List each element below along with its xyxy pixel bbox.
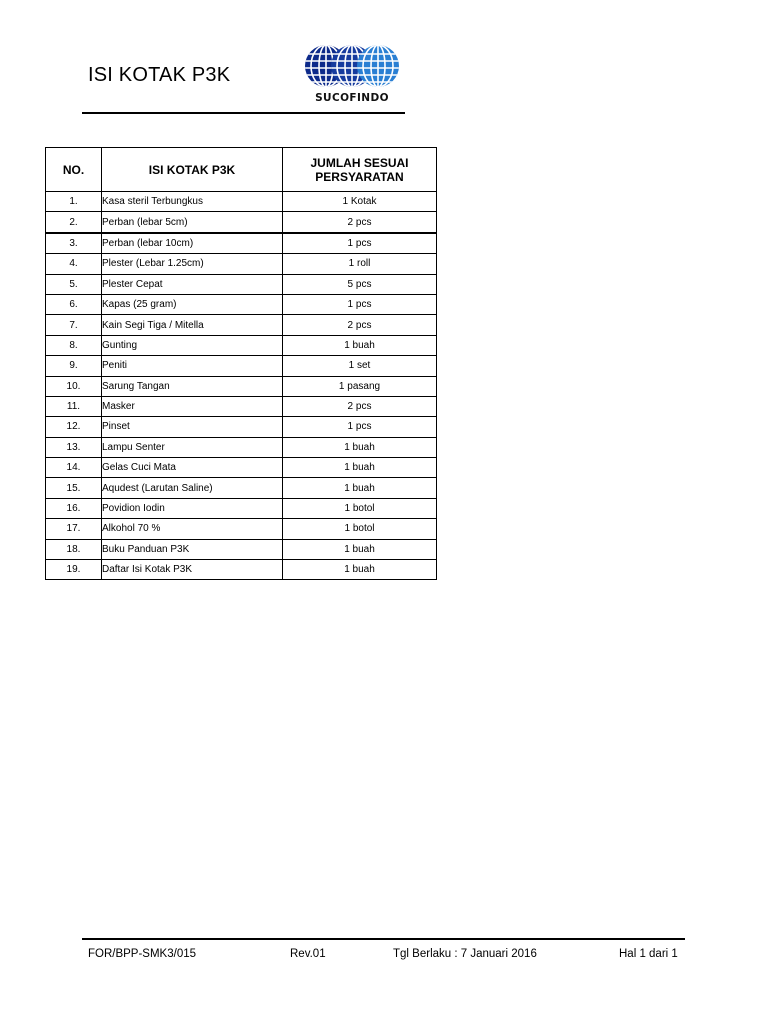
quantity-cell: 2 pcs <box>283 315 437 335</box>
table-row <box>46 254 437 274</box>
column-header-no: NO. <box>46 148 102 192</box>
form-code: FOR/BPP-SMK3/015 <box>88 948 197 960</box>
item-name-cell: Alkohol 70 % <box>102 519 283 539</box>
table-row <box>46 335 437 355</box>
row-number-cell: 4. <box>46 254 102 274</box>
globe-logo-icon <box>304 44 400 92</box>
quantity-cell: 1 buah <box>283 437 437 457</box>
row-number-cell: 2. <box>46 212 102 233</box>
row-number-cell: 15. <box>46 478 102 498</box>
table-row <box>46 519 437 539</box>
item-name-cell: Gunting <box>102 335 283 355</box>
row-number-cell: 9. <box>46 356 102 376</box>
table-row <box>46 560 437 580</box>
item-name-cell: Buku Panduan P3K <box>102 539 283 559</box>
table-row <box>46 396 437 416</box>
revision-number: Rev.01 <box>290 948 326 960</box>
row-number-cell: 12. <box>46 417 102 437</box>
table-row <box>46 458 437 478</box>
row-number-cell: 17. <box>46 519 102 539</box>
item-name-cell: Kapas (25 gram) <box>102 294 283 314</box>
item-name-cell: Kain Segi Tiga / Mitella <box>102 315 283 335</box>
table-row <box>46 315 437 335</box>
item-name-cell: Daftar Isi Kotak P3K <box>102 560 283 580</box>
table-row <box>46 274 437 294</box>
quantity-cell: 1 pasang <box>283 376 437 396</box>
row-number-cell: 13. <box>46 437 102 457</box>
table-row <box>46 212 437 233</box>
quantity-cell: 1 pcs <box>283 233 437 254</box>
table-row <box>46 376 437 396</box>
item-name-cell: Perban (lebar 5cm) <box>102 212 283 233</box>
quantity-cell: 1 buah <box>283 539 437 559</box>
row-number-cell: 5. <box>46 274 102 294</box>
row-number-cell: 18. <box>46 539 102 559</box>
document-title: ISI KOTAK P3K <box>88 64 231 86</box>
row-number-cell: 16. <box>46 498 102 518</box>
item-name-cell: Povidion Iodin <box>102 498 283 518</box>
table-row <box>46 478 437 498</box>
column-header-quantity-line1: JUMLAH SESUAI <box>310 155 409 170</box>
logo-wordmark: SUCOFINDO <box>315 92 389 104</box>
table-row <box>46 417 437 437</box>
table-row <box>46 539 437 559</box>
header-divider <box>82 112 405 114</box>
quantity-cell: 1 buah <box>283 335 437 355</box>
first-aid-contents-table <box>45 147 437 580</box>
item-name-cell: Plester (Lebar 1.25cm) <box>102 254 283 274</box>
item-name-cell: Plester Cepat <box>102 274 283 294</box>
quantity-cell: 1 buah <box>283 458 437 478</box>
quantity-cell: 1 Kotak <box>283 192 437 212</box>
table-row <box>46 437 437 457</box>
footer-divider <box>82 938 685 940</box>
item-name-cell: Perban (lebar 10cm) <box>102 233 283 254</box>
item-name-cell: Lampu Senter <box>102 437 283 457</box>
quantity-cell: 1 roll <box>283 254 437 274</box>
item-name-cell: Masker <box>102 396 283 416</box>
row-number-cell: 8. <box>46 335 102 355</box>
quantity-cell: 1 set <box>283 356 437 376</box>
row-number-cell: 1. <box>46 192 102 212</box>
quantity-cell: 1 buah <box>283 560 437 580</box>
item-name-cell: Peniti <box>102 356 283 376</box>
row-number-cell: 19. <box>46 560 102 580</box>
table-body <box>46 192 437 580</box>
quantity-cell: 1 botol <box>283 519 437 539</box>
quantity-cell: 1 buah <box>283 478 437 498</box>
row-number-cell: 3. <box>46 233 102 254</box>
column-header-quantity <box>283 148 437 192</box>
quantity-cell: 1 botol <box>283 498 437 518</box>
table-row <box>46 192 437 212</box>
page-number: Hal 1 dari 1 <box>619 948 678 960</box>
item-name-cell: Aqudest (Larutan Saline) <box>102 478 283 498</box>
quantity-cell: 5 pcs <box>283 274 437 294</box>
table-row <box>46 498 437 518</box>
item-name-cell: Gelas Cuci Mata <box>102 458 283 478</box>
item-name-cell: Pinset <box>102 417 283 437</box>
quantity-cell: 1 pcs <box>283 294 437 314</box>
table-row <box>46 294 437 314</box>
row-number-cell: 14. <box>46 458 102 478</box>
quantity-cell: 2 pcs <box>283 396 437 416</box>
column-header-quantity-line2: PERSYARATAN <box>315 169 404 184</box>
row-number-cell: 6. <box>46 294 102 314</box>
sucofindo-logo <box>304 44 400 104</box>
table-row <box>46 356 437 376</box>
quantity-cell: 2 pcs <box>283 212 437 233</box>
effective-date: Tgl Berlaku : 7 Januari 2016 <box>393 948 537 960</box>
item-name-cell: Sarung Tangan <box>102 376 283 396</box>
quantity-cell: 1 pcs <box>283 417 437 437</box>
item-name-cell: Kasa steril Terbungkus <box>102 192 283 212</box>
row-number-cell: 7. <box>46 315 102 335</box>
row-number-cell: 10. <box>46 376 102 396</box>
table-row <box>46 233 437 254</box>
row-number-cell: 11. <box>46 396 102 416</box>
column-header-item: ISI KOTAK P3K <box>102 148 283 192</box>
table-header-row <box>46 148 437 192</box>
